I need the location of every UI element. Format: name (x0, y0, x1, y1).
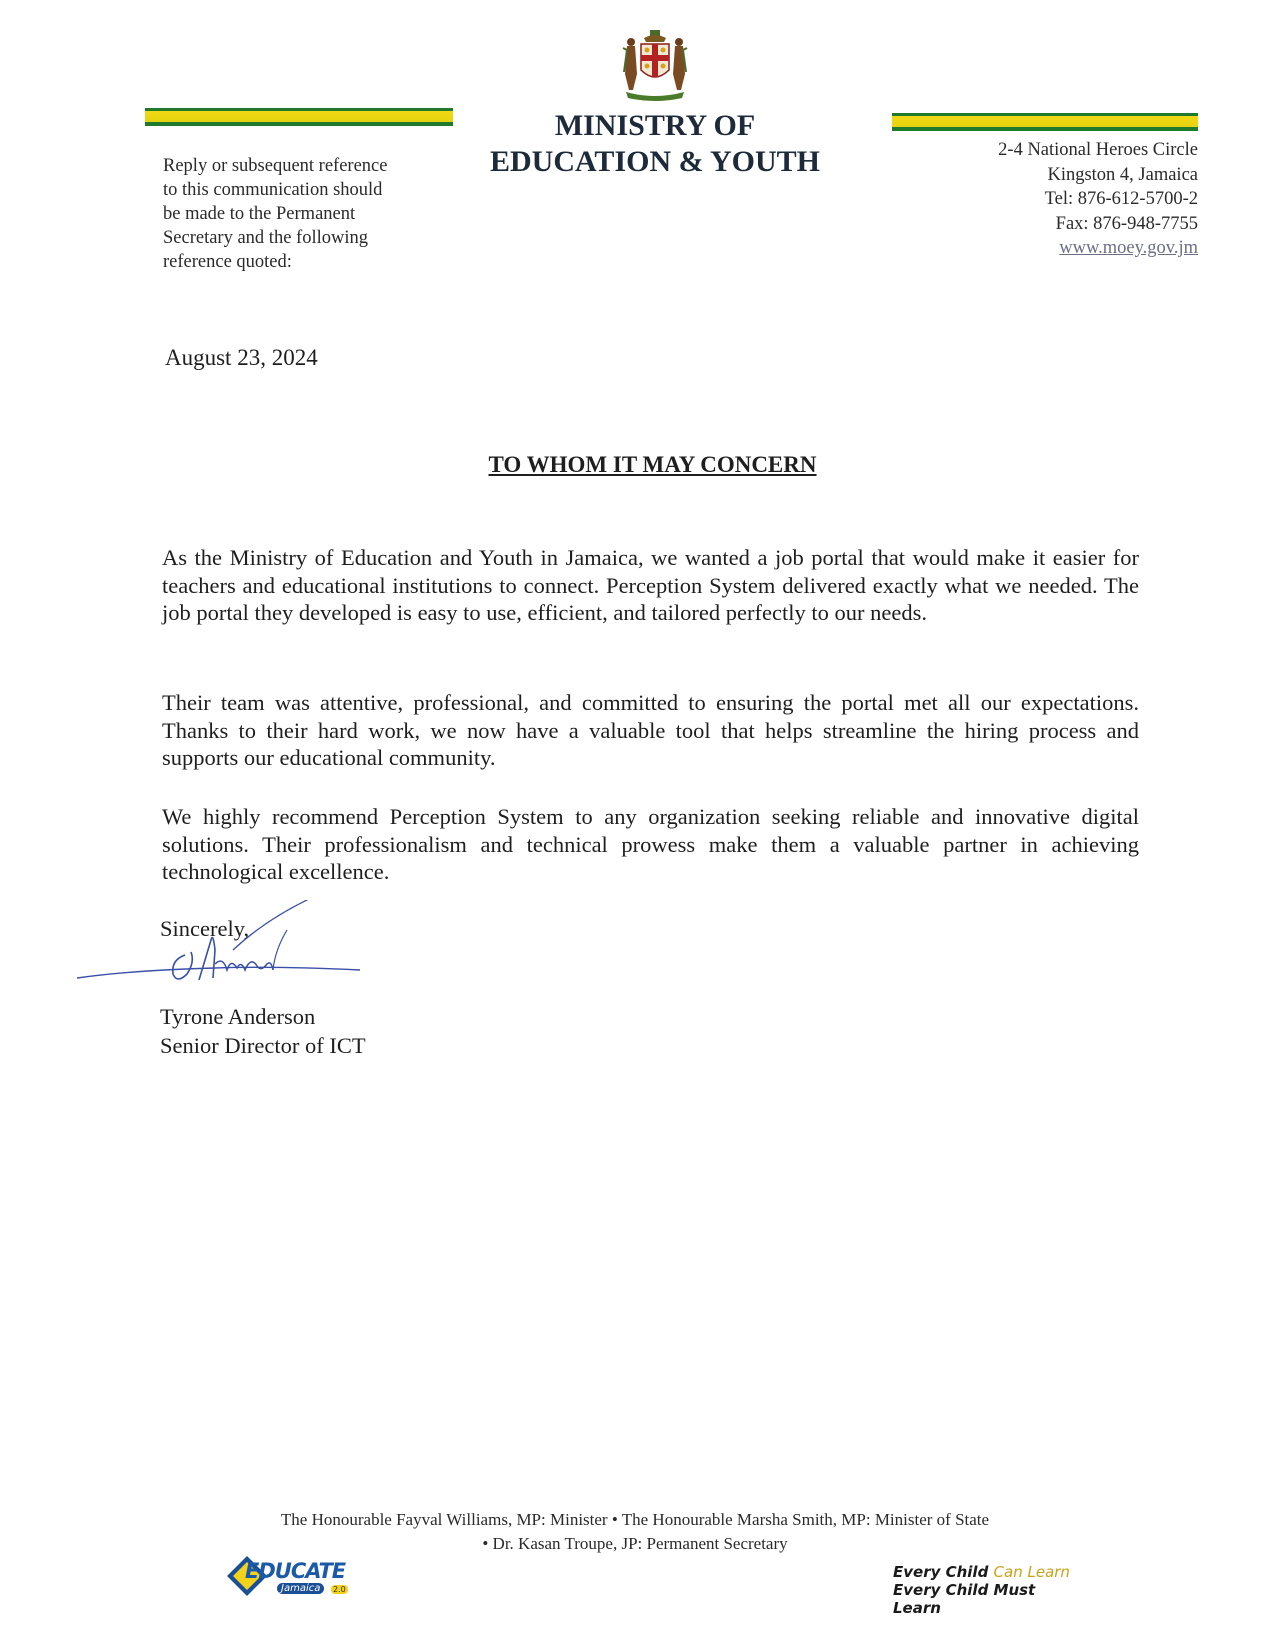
motto-can-learn: Can Learn (993, 1563, 1070, 1581)
body-paragraph-3: We highly recommend Perception System to any organization seeking reliable and innovative digital solutions. Their professionalism and technical prowess make them a valuable partner in achieving technological excellence. (162, 804, 1139, 884)
coat-of-arms-icon (614, 28, 696, 102)
letter-closing: Sincerely, (160, 916, 250, 941)
reference-note-line: be made to the Permanent (163, 204, 356, 224)
motto-every-child: Every Child (893, 1563, 989, 1581)
ministry-title-line-2: EDUCATION & YOUTH (489, 145, 820, 178)
reference-note-line: Secretary and the following (163, 228, 368, 248)
address-fax: Fax: 876-948-7755 (1055, 213, 1198, 234)
reference-note-line: Reply or subsequent reference (163, 156, 388, 176)
body-paragraph-2: Their team was attentive, professional, and committed to ensuring the portal met all our expectations. Thanks to their hard work, we now have a valuable tool that helps streamline the hiring process and supports our educational community. (162, 690, 1139, 770)
educate-jamaica-logo (225, 1550, 350, 1602)
body-paragraph-1: As the Ministry of Education and Youth in Jamaica, we wanted a job portal that would make it easier for teachers and educational institutions to connect. Perception System delivered exactly what we needed. The job portal they developed is easy to use, efficient, and tailored perfectly to our needs. (162, 545, 1139, 625)
reference-note-line: to this communication should (163, 180, 383, 200)
address-street: 2-4 National Heroes Circle (998, 140, 1198, 160)
reference-note (163, 154, 433, 274)
footer-officials-line-1: The Honourable Fayval Williams, MP: Minister • The Honourable Marsha Smith, MP: Minister of State (280, 1510, 990, 1529)
footer-officials (220, 1508, 1050, 1556)
letter-heading: TO WHOM IT MAY CONCERN (488, 452, 817, 477)
motto-logo (893, 1563, 1083, 1617)
educate-logo-text: EDUCATE (245, 1559, 346, 1583)
website-link[interactable]: www.moey.gov.jm (1059, 238, 1198, 258)
letter-date: August 23, 2024 (165, 345, 318, 370)
header-stripe-right (892, 113, 1198, 131)
address-telephone: Tel: 876-612-5700-2 (1044, 189, 1198, 209)
address-city: Kingston 4, Jamaica (1047, 164, 1198, 185)
ministry-title-line-1: MINISTRY OF (554, 109, 756, 142)
educate-logo-subtext: Jamaica (277, 1583, 324, 1594)
footer-officials-line-2: • Dr. Kasan Troupe, JP: Permanent Secretary (482, 1534, 788, 1553)
address-block (900, 138, 1198, 261)
signer-name: Tyrone Anderson (160, 1004, 316, 1029)
ministry-title (470, 108, 840, 180)
handwritten-signature (75, 900, 375, 1000)
motto-line-2: Every Child Must Learn (893, 1581, 1036, 1617)
reference-note-line: reference quoted: (163, 252, 292, 272)
header-stripe-left (145, 108, 453, 126)
educate-logo-version: 2.0 (333, 1585, 346, 1594)
signer-block (160, 1002, 366, 1060)
signer-title: Senior Director of ICT (160, 1033, 366, 1058)
